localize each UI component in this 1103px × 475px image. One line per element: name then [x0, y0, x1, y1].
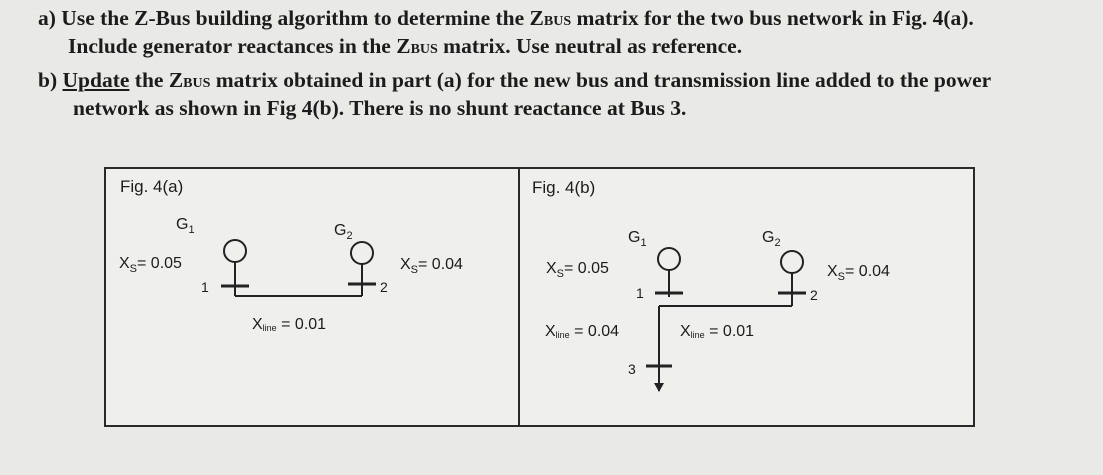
fig-a-g1-label: $G_1$ [176, 216, 195, 236]
fig-b-bus-2-label: 2 [810, 287, 818, 303]
fig-b-g2-label: $G_2$ [762, 229, 781, 249]
question-a-label: a) [38, 6, 56, 30]
question-b-line-2: network as shown in Fig 4(b). There is no shunt reactance at Bus 3. [73, 96, 687, 120]
question-a-line-1: a) Use the Z-Bus building algorithm to determine the ZBUS matrix for the two bus network in Fig. 4(a). [38, 6, 974, 30]
fig-b-bus-1-label: 1 [636, 285, 644, 301]
fig-a-bus-1-label: 1 [201, 279, 209, 295]
fig-b-xs2-label: $X_S= 0.04$ [827, 263, 890, 283]
fig-a-generator-1-symbol [224, 240, 246, 262]
fig-b-bus-3-arrow [654, 383, 664, 392]
fig-b-xline-1-2-label: Xline = 0.01 [680, 323, 755, 340]
network-diagrams [106, 169, 973, 425]
figure-frame [104, 167, 975, 427]
fig-a-g2-label: $G_2$ [334, 222, 353, 242]
fig-a-bus-2-label: 2 [380, 279, 388, 295]
fig-a-xline-label: Xline = 0.01 [252, 316, 327, 333]
fig-b-xline-1-3-label: Xline = 0.04 [545, 323, 620, 340]
fig-b-generator-2-symbol [781, 251, 803, 273]
fig-b-bus-3-label: 3 [628, 361, 636, 377]
question-b-line-1: b) Update the ZBUS matrix obtained in part (a) for the new bus and transmission line added to the power [38, 68, 992, 92]
fig-b-xs1-label: $X_S= 0.05$ [546, 260, 609, 280]
question-text [38, 6, 1098, 120]
fig-b-title: Fig. 4(b) [532, 178, 596, 197]
fig-b-generator-1-symbol [658, 248, 680, 270]
fig-a-generator-2-symbol [351, 242, 373, 264]
question-b-label: b) [38, 68, 58, 92]
fig-a-xs1-label: $X_S= 0.05$ [119, 255, 182, 275]
fig-b-g1-label: $G_1$ [628, 229, 647, 249]
update-word: Update [62, 68, 130, 92]
fig-a-xs2-label: $X_S= 0.04$ [400, 256, 463, 276]
fig-a-title: Fig. 4(a) [120, 177, 184, 196]
question-a-line-2: Include generator reactances in the ZBUS matrix. Use neutral as reference. [68, 34, 743, 58]
